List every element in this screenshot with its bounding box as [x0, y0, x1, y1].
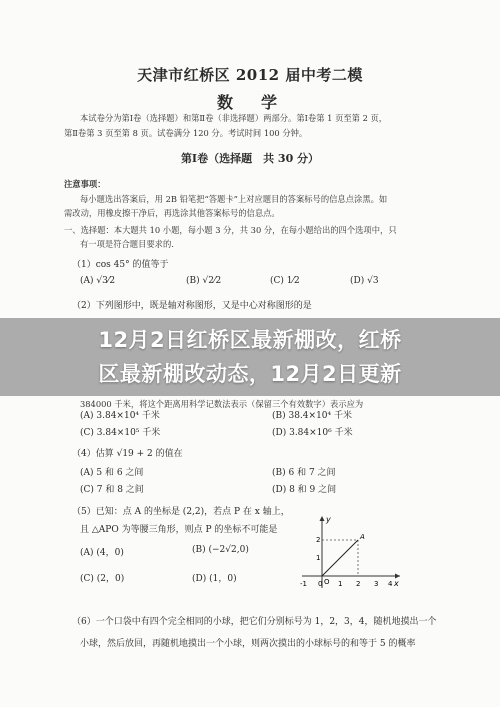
y-axis-label: y	[326, 515, 331, 524]
q3-stem-tail: 384000 千米，将这个距离用科学记数法表示（保留三个有效数字）表示应为	[80, 399, 364, 409]
q1-option-b: (B) √2⁄2	[186, 276, 222, 286]
x-axis-label: x	[394, 579, 399, 588]
q4-stem: （4）估算 √19 + 2 的值在	[72, 449, 183, 459]
q1-option-c: (C) 1⁄2	[270, 276, 300, 286]
headline-line-2: 区最新棚改动态，12月2日更新	[98, 362, 402, 386]
q3-option-b: (B) 38.4×10⁴ 千米	[272, 411, 352, 421]
q4-option-d: (D) 8 和 9 之间	[272, 485, 337, 495]
q4-option-a: (A) 5 和 6 之间	[80, 468, 144, 478]
x-tick-1: 1	[338, 580, 343, 588]
q5-stem-1: （5）已知：点 A 的坐标是 (2,2)，若点 P 在 x 轴上，	[72, 507, 290, 517]
y-tick-1: 1	[316, 554, 321, 562]
note-line-2: 需改动，用橡皮擦干净后，再选涂其他答案标号的信息点。	[64, 208, 280, 218]
headline-line-1: 12月2日红桥区最新棚改，红桥	[98, 328, 402, 352]
subject-title: 数 学	[216, 93, 283, 112]
q6-stem-1: （6）一个口袋中有四个完全相同的小球，把它们分别标号为 1，2，3，4，随机地摸出一个	[72, 617, 437, 627]
notes-title: 注意事项：	[64, 179, 106, 189]
q5-option-c: (C) (2，0)	[80, 574, 125, 584]
x-axis-arrow	[395, 574, 400, 579]
segment-oa	[322, 540, 358, 576]
y-axis-arrow	[320, 516, 325, 521]
x-tick-4: 4	[388, 580, 393, 588]
y-tick-2: 2	[316, 536, 321, 544]
q3-option-d: (D) 3.84×10⁶ 千米	[272, 428, 353, 438]
headline-banner	[0, 318, 500, 396]
q4-option-b: (B) 6 和 7 之间	[272, 468, 336, 478]
x-tick-2: 2	[356, 580, 361, 588]
x-tick-0: 0	[318, 580, 323, 588]
part1-line-2: 有一项是符合题目要求的.	[80, 239, 174, 249]
q5-stem-2: 且 △APO 为等腰三角形，则点 P 的坐标不可能是	[80, 525, 278, 535]
coordinate-diagram	[294, 512, 404, 592]
q3-option-a: (A) 3.84×10⁴ 千米	[80, 411, 160, 421]
intro-line-1: 本试卷分为第Ⅰ卷（选择题）和第Ⅱ卷（非选择题）两部分。第Ⅰ卷第 1 页至第 2 页，	[80, 113, 388, 123]
section-title: 第Ⅰ卷（选择题 共 30 分）	[180, 152, 320, 165]
q6-stem-2: 小球，然后放回，再随机地摸出一个小球，则两次摸出的小球标号的和等于 5 的概率	[80, 639, 416, 649]
origin-label: O	[324, 578, 330, 586]
q1-stem: （1）cos 45° 的值等于	[72, 260, 169, 270]
q1-option-d: (D) √3	[350, 276, 379, 286]
x-tick-neg1: -1	[300, 580, 307, 588]
x-tick-3: 3	[374, 580, 379, 588]
intro-line-2: 第Ⅱ卷第 3 页至第 8 页。试卷满分 120 分。考试时间 100 分钟。	[64, 128, 308, 138]
q4-option-c: (C) 7 和 8 之间	[80, 485, 144, 495]
part1-line-1: 一、选择题：本大题共 10 小题，每小题 3 分，共 30 分，在每小题给出的四个选项中，只	[64, 225, 397, 235]
q3-option-c: (C) 3.84×10⁵ 千米	[80, 428, 161, 438]
exam-title: 天津市红桥区 2012 届中考二模	[137, 66, 363, 84]
q2-stem: （2）下列图形中，既是轴对称图形，又是中心对称图形的是	[72, 301, 312, 311]
point-a-label: A	[360, 533, 365, 541]
q5-option-a: (A) (4，0)	[80, 548, 124, 558]
q5-option-b: (B) (−2√2,0)	[192, 545, 249, 555]
q1-option-a: (A) √3⁄2	[80, 276, 116, 286]
q5-option-d: (D) (1，0)	[192, 574, 237, 584]
note-line-1: 每小题选出答案后，用 2B 铅笔把“答题卡”上对应题目的答案标号的信息点涂黑。如	[80, 194, 388, 204]
